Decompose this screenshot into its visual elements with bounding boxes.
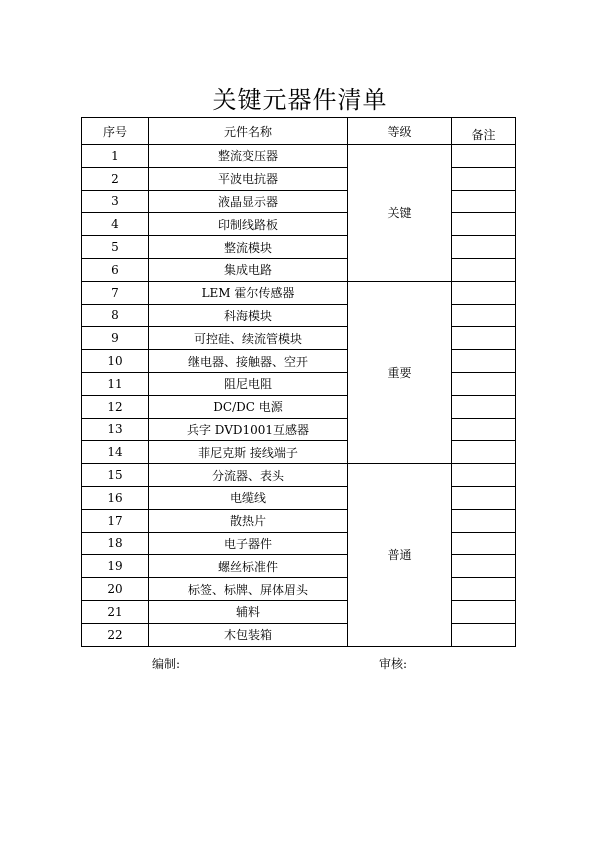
remark-cell xyxy=(452,464,516,487)
compiled-by-label: 编制: xyxy=(152,657,181,671)
component-name: 兵字 DVD1001互感器 xyxy=(149,418,348,441)
remark-cell xyxy=(452,258,516,281)
row-number: 3 xyxy=(82,190,149,213)
component-name: 整流模块 xyxy=(149,236,348,259)
remark-cell xyxy=(452,190,516,213)
table-row xyxy=(82,145,516,168)
row-number: 16 xyxy=(82,486,149,509)
remark-cell xyxy=(452,304,516,327)
component-name: 液晶显示器 xyxy=(149,190,348,213)
component-name: 科海模块 xyxy=(149,304,348,327)
row-number: 6 xyxy=(82,258,149,281)
component-name: 电缆线 xyxy=(149,486,348,509)
remark-cell xyxy=(452,213,516,236)
row-number: 7 xyxy=(82,281,149,304)
row-number: 14 xyxy=(82,441,149,464)
component-name: 继电器、接触器、空开 xyxy=(149,350,348,373)
remark-cell xyxy=(452,555,516,578)
component-name: 平波电抗器 xyxy=(149,167,348,190)
header-remark: 备注 xyxy=(452,118,516,145)
remark-cell xyxy=(452,441,516,464)
remark-cell xyxy=(452,395,516,418)
component-name: LEM 霍尔传感器 xyxy=(149,281,348,304)
table-row xyxy=(82,281,516,304)
component-name: 整流变压器 xyxy=(149,145,348,168)
component-name: 分流器、表头 xyxy=(149,464,348,487)
remark-cell xyxy=(452,578,516,601)
row-number: 11 xyxy=(82,372,149,395)
grade-cell: 普通 xyxy=(348,464,452,646)
remark-cell xyxy=(452,281,516,304)
remark-cell xyxy=(452,600,516,623)
header-grade: 等级 xyxy=(348,118,452,145)
row-number: 20 xyxy=(82,578,149,601)
component-name: 辅料 xyxy=(149,600,348,623)
component-name: 散热片 xyxy=(149,509,348,532)
remark-cell xyxy=(452,236,516,259)
remark-cell xyxy=(452,327,516,350)
component-list-table xyxy=(81,117,516,647)
reviewed-by-label: 审核: xyxy=(379,657,408,671)
remark-cell xyxy=(452,623,516,646)
component-name: 螺丝标准件 xyxy=(149,555,348,578)
row-number: 10 xyxy=(82,350,149,373)
remark-cell xyxy=(452,145,516,168)
grade-cell: 关键 xyxy=(348,145,452,282)
row-number: 12 xyxy=(82,395,149,418)
remark-cell xyxy=(452,350,516,373)
row-number: 13 xyxy=(82,418,149,441)
grade-cell: 重要 xyxy=(348,281,452,463)
row-number: 4 xyxy=(82,213,149,236)
row-number: 18 xyxy=(82,532,149,555)
component-name: 阻尼电阻 xyxy=(149,372,348,395)
header-no: 序号 xyxy=(82,118,149,145)
component-name: 菲尼克斯 接线端子 xyxy=(149,441,348,464)
row-number: 21 xyxy=(82,600,149,623)
row-number: 2 xyxy=(82,167,149,190)
row-number: 22 xyxy=(82,623,149,646)
remark-cell xyxy=(452,372,516,395)
row-number: 5 xyxy=(82,236,149,259)
remark-cell xyxy=(452,418,516,441)
component-name: 木包装箱 xyxy=(149,623,348,646)
remark-cell xyxy=(452,532,516,555)
header-name: 元件名称 xyxy=(149,118,348,145)
table-body xyxy=(82,145,516,647)
row-number: 17 xyxy=(82,509,149,532)
remark-cell xyxy=(452,486,516,509)
remark-cell xyxy=(452,167,516,190)
row-number: 8 xyxy=(82,304,149,327)
row-number: 19 xyxy=(82,555,149,578)
component-name: 集成电路 xyxy=(149,258,348,281)
component-name: 标签、标牌、屏体眉头 xyxy=(149,578,348,601)
table-header-row xyxy=(82,118,516,145)
remark-cell xyxy=(452,509,516,532)
component-name: DC/DC 电源 xyxy=(149,395,348,418)
row-number: 1 xyxy=(82,145,149,168)
component-name: 可控硅、续流管模块 xyxy=(149,327,348,350)
row-number: 15 xyxy=(82,464,149,487)
component-name: 印制线路板 xyxy=(149,213,348,236)
table-row xyxy=(82,464,516,487)
row-number: 9 xyxy=(82,327,149,350)
component-name: 电子器件 xyxy=(149,532,348,555)
document-title: 关键元器件清单 xyxy=(212,86,388,114)
